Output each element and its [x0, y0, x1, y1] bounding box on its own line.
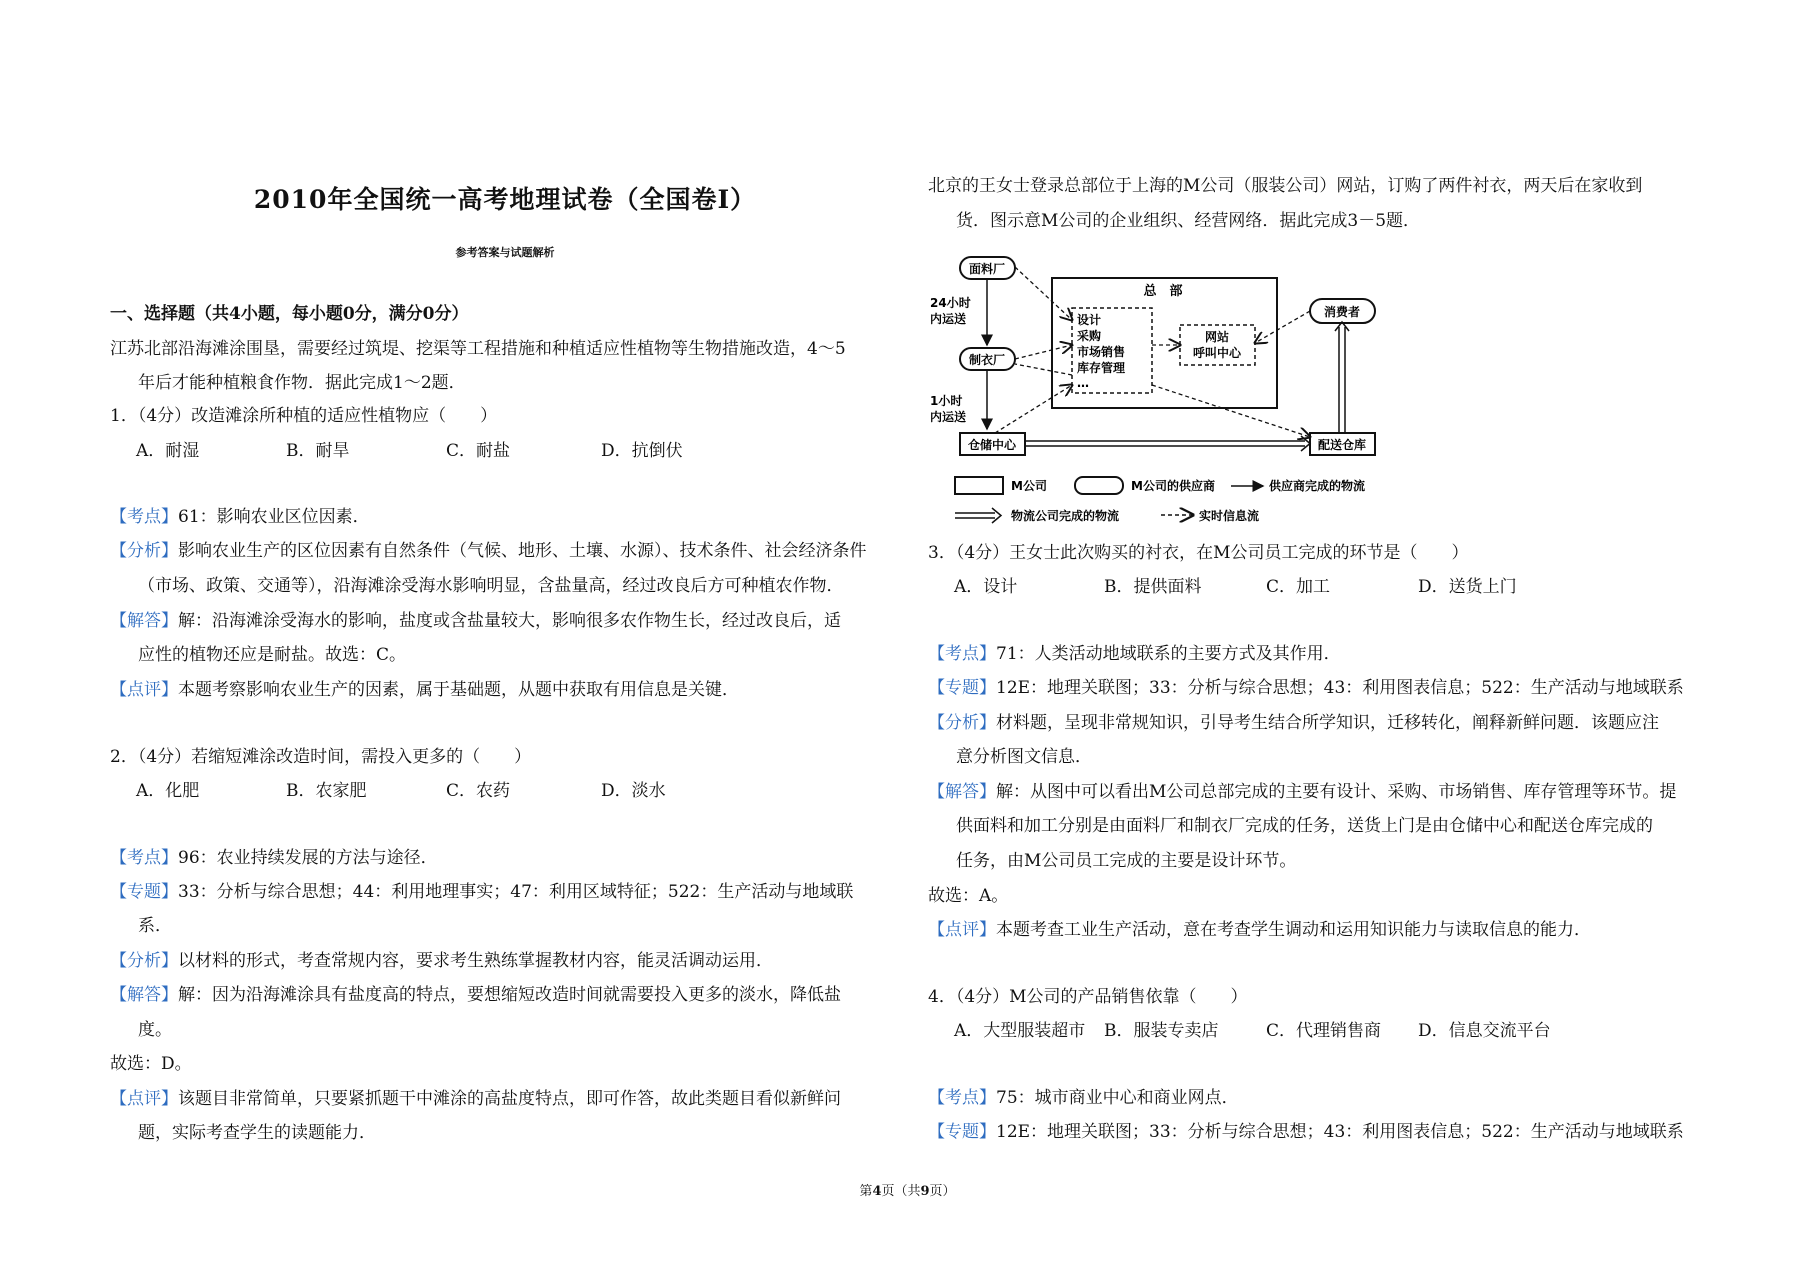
q1-option-b: B．耐旱 — [286, 441, 350, 461]
jieda-tag: 【解答】 — [110, 611, 178, 631]
q2-fenxi — [110, 949, 773, 973]
legend-supplier-flow: 供应商完成的物流 — [1269, 479, 1366, 493]
q2-zhuanti — [110, 880, 853, 904]
q4-kaodian — [928, 1086, 1239, 1110]
q1-fenxi — [110, 539, 867, 563]
footer-prefix: 第 — [859, 1184, 873, 1199]
legend-info-flow: 实时信息流 — [1199, 509, 1260, 523]
hq-title: 总 部 — [1143, 284, 1183, 299]
q3-zhuanti-text: 12E：地理关联图；33：分析与综合思想；43：利用图表信息；522：生产活动与地域联系 — [996, 678, 1684, 698]
q2-zhuanti-line-1: 33：分析与综合思想；44：利用地理事实；47：利用区域特征；522：生产活动与地域联 — [178, 882, 854, 902]
footer-mid: 页（共 — [881, 1184, 921, 1199]
q2-stem: 2．（4分）若缩短滩涂改造时间，需投入更多的（ ） — [110, 747, 532, 767]
q3-option-c: C．加工 — [1266, 577, 1331, 597]
q2-kaodian — [110, 846, 438, 870]
q4-zhuanti-text: 12E：地理关联图；33：分析与综合思想；43：利用图表信息；522：生产活动与地域联系 — [996, 1122, 1684, 1142]
q4-options — [954, 1019, 1551, 1043]
legend-supplier: M公司的供应商 — [1131, 479, 1215, 493]
q1-kaodian-text: 61：影响农业区位因素． — [178, 507, 370, 527]
legend-logistics-flow: 物流公司完成的物流 — [1011, 509, 1120, 523]
delivery-warehouse: 配送仓库 — [1317, 438, 1367, 452]
dianping-tag: 【点评】 — [110, 680, 178, 700]
q1-kaodian — [110, 505, 370, 529]
q2-option-a: A．化肥 — [136, 781, 200, 801]
dianping-tag: 【点评】 — [110, 1089, 178, 1109]
kaodian-tag: 【考点】 — [110, 507, 178, 527]
zhuanti-tag: 【专题】 — [110, 882, 178, 902]
q3-fenxi-line-1: 材料题，呈现非常规知识，引导考生结合所学知识，迁移转化，阐释新鲜问题．该题应注 — [996, 713, 1659, 733]
page-subtitle: 参考答案与试题解析 — [455, 246, 555, 259]
dianping-tag: 【点评】 — [928, 920, 996, 940]
q4-zhuanti — [928, 1120, 1684, 1144]
right-intro-line-1: 北京的王女士登录总部位于上海的M公司（服装公司）网站，订购了两件衬衣，两天后在家收到 — [928, 176, 1643, 196]
q3-kaodian-text: 71：人类活动地域联系的主要方式及其作用． — [996, 644, 1341, 664]
q2-jieda-line-1: 解：因为沿海滩涂具有盐度高的特点，要想缩短改造时间就需要投入更多的淡水，降低盐 — [178, 985, 841, 1005]
q3-jieda-line-2: 供面料和加工分别是由面料厂和制衣厂完成的任务，送货上门是由仓储中心和配送仓库完成的 — [956, 816, 1653, 836]
q3-dianping — [928, 918, 1591, 942]
q2-option-b: B．农家肥 — [286, 781, 367, 801]
q2-dianping-line-1: 该题目非常简单，只要紧抓题干中滩涂的高盐度特点，即可作答，故此类题目看似新鲜问 — [178, 1089, 841, 1109]
q3-jieda-line-3: 任务，由M公司员工完成的主要是设计环节。 — [956, 851, 1297, 871]
intro-line-2: 年后才能种植粮食作物．据此完成1～2题． — [138, 373, 466, 393]
q2-kaodian-text: 96：农业持续发展的方法与途径． — [178, 848, 438, 868]
zhuanti-tag: 【专题】 — [928, 1122, 996, 1142]
q3-stem: 3．（4分）王女士此次购买的衬衣，在M公司员工完成的环节是（ ） — [928, 543, 1469, 563]
q4-option-d: D．信息交流平台 — [1418, 1021, 1551, 1041]
jieda-tag: 【解答】 — [928, 782, 996, 802]
kaodian-tag: 【考点】 — [928, 1088, 996, 1108]
fenxi-tag: 【分析】 — [928, 713, 996, 733]
warehouse-center: 仓储中心 — [967, 438, 1017, 452]
transport-24h-2: 内运送 — [930, 312, 967, 326]
website-label: 网站 — [1204, 330, 1230, 344]
q1-dianping-text: 本题考察影响农业生产的因素，属于基础题，从题中获取有用信息是关键． — [178, 680, 739, 700]
q4-kaodian-text: 75：城市商业中心和商业网点． — [996, 1088, 1239, 1108]
call-center-label: 呼叫中心 — [1192, 346, 1242, 360]
q2-dianping — [110, 1087, 841, 1111]
page-footer — [0, 1180, 1815, 1199]
q4-option-b: B．服装专卖店 — [1104, 1021, 1219, 1041]
transport-1h-1: 1小时 — [930, 394, 963, 408]
q3-dianping-text: 本题考查工业生产活动，意在考查学生调动和运用知识能力与读取信息的能力． — [996, 920, 1591, 940]
intro-line-1: 江苏北部沿海滩涂围垦，需要经过筑堤、挖渠等工程措施和种植适应性植物等生物措施改造，4～5 — [110, 339, 846, 359]
q3-option-d: D．送货上门 — [1418, 577, 1517, 597]
q4-option-c: C．代理销售商 — [1266, 1021, 1382, 1041]
section-heading: 一、选择题（共4小题，每小题0分，满分0分） — [110, 304, 469, 324]
q1-fenxi-line-1: 影响农业生产的区位因素有自然条件（气候、地形、土壤、水源）、技术条件、社会经济条件 — [178, 541, 867, 561]
q1-jieda — [110, 609, 841, 633]
consumer: 消费者 — [1323, 305, 1361, 319]
fenxi-tag: 【分析】 — [110, 951, 178, 971]
q2-zhuanti-line-2: 系． — [138, 916, 172, 936]
right-intro-line-2: 货．图示意M公司的企业组织、经营网络．据此完成3－5题． — [956, 211, 1421, 231]
q4-option-a: A．大型服装超市 — [954, 1021, 1086, 1041]
q1-options — [136, 439, 683, 463]
company-network-diagram — [925, 245, 1425, 535]
fenxi-tag: 【分析】 — [110, 541, 178, 561]
q1-dianping — [110, 678, 739, 702]
legend-m-company: M公司 — [1011, 479, 1047, 493]
q2-dianping-line-2: 题，实际考查学生的读题能力． — [138, 1123, 376, 1143]
zhuanti-tag: 【专题】 — [928, 678, 996, 698]
q2-option-d: D．淡水 — [601, 781, 666, 801]
q1-jieda-line-2: 应性的植物还应是耐盐。故选：C。 — [138, 645, 407, 665]
hq-design: 设计 — [1077, 313, 1102, 327]
q1-option-d: D．抗倒伏 — [601, 441, 683, 461]
garment-factory: 制衣厂 — [968, 353, 1006, 367]
q3-jieda — [928, 780, 1676, 804]
hq-marketing: 市场销售 — [1077, 345, 1126, 359]
q3-options — [954, 575, 1517, 599]
q3-option-a: A．设计 — [954, 577, 1018, 597]
hq-inventory: 库存管理 — [1077, 361, 1126, 375]
jieda-tag: 【解答】 — [110, 985, 178, 1005]
q3-fenxi-line-2: 意分析图文信息． — [956, 747, 1092, 767]
footer-page: 4 — [872, 1184, 882, 1199]
q2-jieda — [110, 983, 841, 1007]
q1-option-a: A．耐湿 — [136, 441, 200, 461]
footer-total: 9 — [920, 1184, 930, 1199]
transport-24h-1: 24小时 — [930, 296, 971, 310]
q2-jieda-line-2: 度。 — [138, 1020, 172, 1040]
q1-stem: 1．（4分）改造滩涂所种植的适应性植物应（ ） — [110, 406, 498, 426]
q3-fenxi — [928, 711, 1659, 735]
footer-suffix: 页） — [929, 1184, 956, 1199]
q2-options — [136, 779, 666, 803]
hq-purchase: 采购 — [1077, 329, 1102, 343]
page-title: 2010年全国统一高考地理试卷（全国卷Ⅰ） — [253, 185, 757, 214]
kaodian-tag: 【考点】 — [928, 644, 996, 664]
hq-ellipsis: … — [1077, 376, 1089, 390]
q1-fenxi-line-2: （市场、政策、交通等），沿海滩涂受海水影响明显，含盐量高，经过改良后方可种植农作物． — [138, 576, 844, 596]
fabric-factory: 面料厂 — [968, 262, 1006, 276]
q3-option-b: B．提供面料 — [1104, 577, 1202, 597]
q3-kaodian — [928, 642, 1341, 666]
q1-option-c: C．耐盐 — [446, 441, 511, 461]
q2-option-c: C．农药 — [446, 781, 511, 801]
transport-1h-2: 内运送 — [930, 410, 967, 424]
q1-jieda-line-1: 解：沿海滩涂受海水的影响，盐度或含盐量较大，影响很多农作物生长，经过改良后，适 — [178, 611, 841, 631]
q3-zhuanti — [928, 676, 1684, 700]
q3-answer: 故选：A。 — [928, 886, 1009, 906]
q4-stem: 4．（4分）M公司的产品销售依靠（ ） — [928, 987, 1248, 1007]
q2-fenxi-text: 以材料的形式，考查常规内容，要求考生熟练掌握教材内容，能灵活调动运用． — [178, 951, 773, 971]
q3-jieda-line-1: 解：从图中可以看出M公司总部完成的主要有设计、采购、市场销售、库存管理等环节。提 — [996, 782, 1677, 802]
kaodian-tag: 【考点】 — [110, 848, 178, 868]
q2-answer: 故选：D。 — [110, 1054, 192, 1074]
